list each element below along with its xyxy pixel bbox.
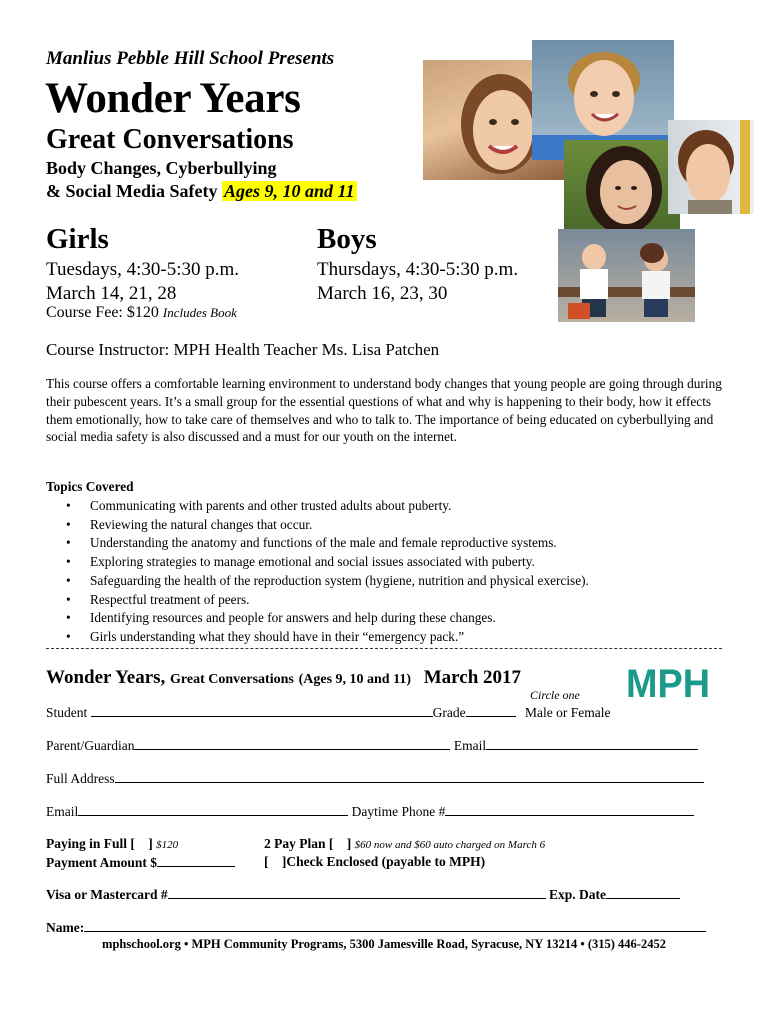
photo-girl-dark-hair — [564, 140, 680, 230]
topics-line-2-text: & Social Media Safety — [46, 181, 218, 201]
course-fee — [46, 304, 237, 322]
address-row — [46, 770, 704, 787]
pay-full-bracket: ] — [148, 836, 153, 851]
topics-line-1: Body Changes, Cyberbullying — [46, 158, 277, 178]
photo-kids-bench-illustration — [558, 229, 695, 322]
presenter-line: Manlius Pebble Hill School Presents — [46, 48, 335, 69]
list-item: • Communicating with parents and other trusted adults about puberty. — [46, 497, 589, 516]
boys-days: Thursdays, 4:30-5:30 p.m. — [317, 259, 519, 280]
gender-options[interactable]: Male or Female — [525, 705, 611, 720]
mph-logo-text: MPH — [626, 664, 710, 700]
list-item: • Reviewing the natural changes that occur. — [46, 516, 589, 535]
check-enclosed-row — [264, 854, 485, 870]
email-label: Email — [453, 738, 487, 753]
parent-row — [46, 737, 698, 754]
girls-days: Tuesdays, 4:30-5:30 p.m. — [46, 259, 240, 280]
email-input[interactable] — [486, 737, 698, 750]
photo-boy-profile — [668, 120, 754, 214]
cut-line-divider — [46, 648, 722, 649]
card-row — [46, 886, 680, 903]
email2-label: Email — [46, 804, 79, 819]
circle-one-hint: Circle one — [530, 688, 580, 702]
mph-logo — [626, 664, 710, 700]
list-item: • Safeguarding the health of the reproduction system (hygiene, nutrition and physical exercise). — [46, 572, 589, 591]
payment-amount-input[interactable] — [157, 854, 235, 867]
photo-kids-bench — [558, 229, 695, 322]
form-title — [46, 667, 521, 689]
pay-full-row — [46, 836, 178, 852]
course-fee-note: Includes Book — [162, 305, 237, 320]
address-input[interactable] — [115, 770, 704, 783]
form-title-ages: (Ages 9, 10 and 11) — [298, 672, 411, 687]
name-input[interactable] — [84, 919, 706, 932]
page-title: Wonder Years — [45, 75, 301, 122]
card-label: Visa or Mastercard # — [46, 887, 168, 902]
pay-plan-label: 2 Pay Plan [ — [264, 836, 334, 851]
grade-input[interactable] — [466, 704, 516, 717]
photo-boy-profile-illustration — [668, 120, 754, 214]
pay-plan-row — [264, 836, 545, 852]
card-input[interactable] — [168, 886, 546, 899]
footer-contact: mphschool.org • MPH Community Programs, 5300 Jamesville Road, Syracuse, NY 13214 • (315) 446-2452 — [102, 937, 666, 951]
payment-amount-row — [46, 854, 235, 871]
name-row — [46, 919, 706, 936]
email2-input[interactable] — [78, 803, 348, 816]
list-item: • Understanding the anatomy and functions of the male and female reproductive systems. — [46, 534, 589, 553]
ages-highlight: Ages 9, 10 and 11 — [223, 181, 355, 201]
check-open-bracket: [ — [264, 854, 269, 869]
course-instructor: Course Instructor: MPH Health Teacher Ms. Lisa Patchen — [46, 340, 440, 359]
pay-plan-bracket: ] — [346, 836, 352, 851]
boys-heading: Boys — [317, 223, 377, 255]
form-title-month: March 2017 — [423, 667, 522, 688]
girls-dates: March 14, 21, 28 — [46, 283, 177, 304]
grade-label: Grade — [432, 705, 466, 720]
name-label: Name: — [46, 920, 85, 935]
exp-input[interactable] — [606, 886, 680, 899]
topics-line-2 — [46, 181, 357, 202]
exp-label: Exp. Date — [548, 887, 606, 902]
form-title-sub: Great Conversations — [170, 672, 294, 687]
topics-list — [46, 497, 589, 647]
form-title-main: Wonder Years, — [46, 667, 166, 688]
student-row — [46, 704, 610, 721]
email-phone-row — [46, 803, 694, 820]
list-item: • Identifying resources and people for answers and help during these changes. — [46, 609, 589, 628]
list-item: • Exploring strategies to manage emotional and social issues associated with puberty. — [46, 553, 589, 572]
student-input[interactable] — [91, 704, 433, 717]
course-description: This course offers a comfortable learning environment to understand body changes that young people are going through during their pubescent years. It’s a small group for the essential questions of what and why is happening to their body, how it effects them emotionally, how to take care of themselves and who to talk to. The importance of being educated on cyberbullying and social media safety is also discussed and a must for our youth on the internet. — [46, 376, 722, 445]
student-label: Student — [46, 705, 88, 720]
pay-plan-note: $60 now and $60 auto charged on March 6 — [354, 839, 546, 851]
topics-heading: Topics Covered — [46, 479, 134, 494]
boys-dates: March 16, 23, 30 — [317, 283, 448, 304]
parent-input[interactable] — [134, 737, 450, 750]
page-subtitle: Great Conversations — [46, 124, 294, 155]
pay-full-label: Paying in Full [ — [46, 836, 135, 851]
photo-girl-dark-hair-illustration — [564, 140, 680, 230]
pay-full-amount: $120 — [156, 839, 179, 851]
list-item: • Girls understanding what they should have in their “emergency pack.” — [46, 628, 589, 647]
phone-label: Daytime Phone # — [351, 804, 446, 819]
address-label: Full Address — [46, 771, 115, 786]
parent-label: Parent/Guardian — [46, 738, 135, 753]
phone-input[interactable] — [445, 803, 694, 816]
girls-heading: Girls — [46, 223, 109, 255]
check-enclosed-label: ]Check Enclosed (payable to MPH) — [281, 854, 486, 869]
payment-amount-label: Payment Amount $ — [46, 855, 157, 870]
course-fee-label: Course Fee: $120 — [46, 304, 159, 321]
list-item: • Respectful treatment of peers. — [46, 591, 589, 610]
